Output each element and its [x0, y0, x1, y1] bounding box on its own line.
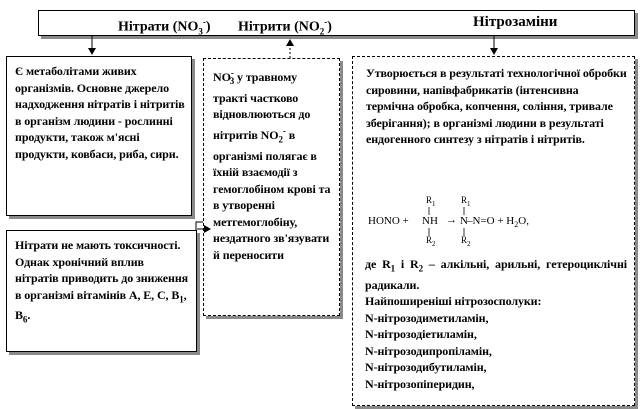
toxicity-text: Нітрати не мають токсичності. Однак хронічний вплив нітратів приводить до зниження в організмі вітамінів А, Е, С, $В_1$, $В_6$.: [15, 238, 189, 325]
reaction-formula: HONO + NH → N $-N=O + H_2O$, $R_1$ $R_2$ $R_1$ $R_2$: [368, 195, 628, 250]
header-nitrites: Нітрити $(NO_2^-)$: [238, 17, 332, 37]
list-item: N-нітрозодіетиламін,: [365, 327, 477, 342]
list-item: N-нітрозодиметиламін,: [365, 310, 489, 325]
nitrosamines-intro: Утворюється в результаті технологічної обробки сировини, напівфабрикатів (інтенсивна термічна обробка, копчення, соління, тривале зберігання); в організмі людини в результаті ендогенного синтезу з нітратів і нітритів.: [366, 66, 627, 146]
radicals-text: де $R_1$ і $R_2$ – алкільні, арильні, гетероциклічні радикали.: [365, 257, 627, 292]
list-item: N-нітрозодибутиламін,: [365, 360, 487, 375]
header-nitrates: Нітрати $(NO_3^-)$: [118, 17, 211, 37]
metabolites-text: Є метаболітами живих організмів. Основне джерело надходження нітратів і нітритів в організм людини - рослинні продукти, також м'ясні продукти, ковбаси, риба, сири.: [15, 64, 185, 161]
list-item: N-нітрозодипропіламін,: [365, 343, 492, 358]
nitrites-text: $NO^-_3$ у травному тракті частково відновлюються до нітритів $NO_2^-$ в організмі полягає в їхній взаємодії з гемоглобіном крові та в утворенні метгемоглобіну, нездатного зв'язувати й переносити: [213, 68, 331, 262]
list-item: N-нітрозопіперидин,: [365, 376, 475, 391]
header-nitrosamines: Нітрозаміни: [473, 14, 558, 30]
compounds-title: Найпоширеніші нітрозосполуки:: [365, 294, 542, 309]
